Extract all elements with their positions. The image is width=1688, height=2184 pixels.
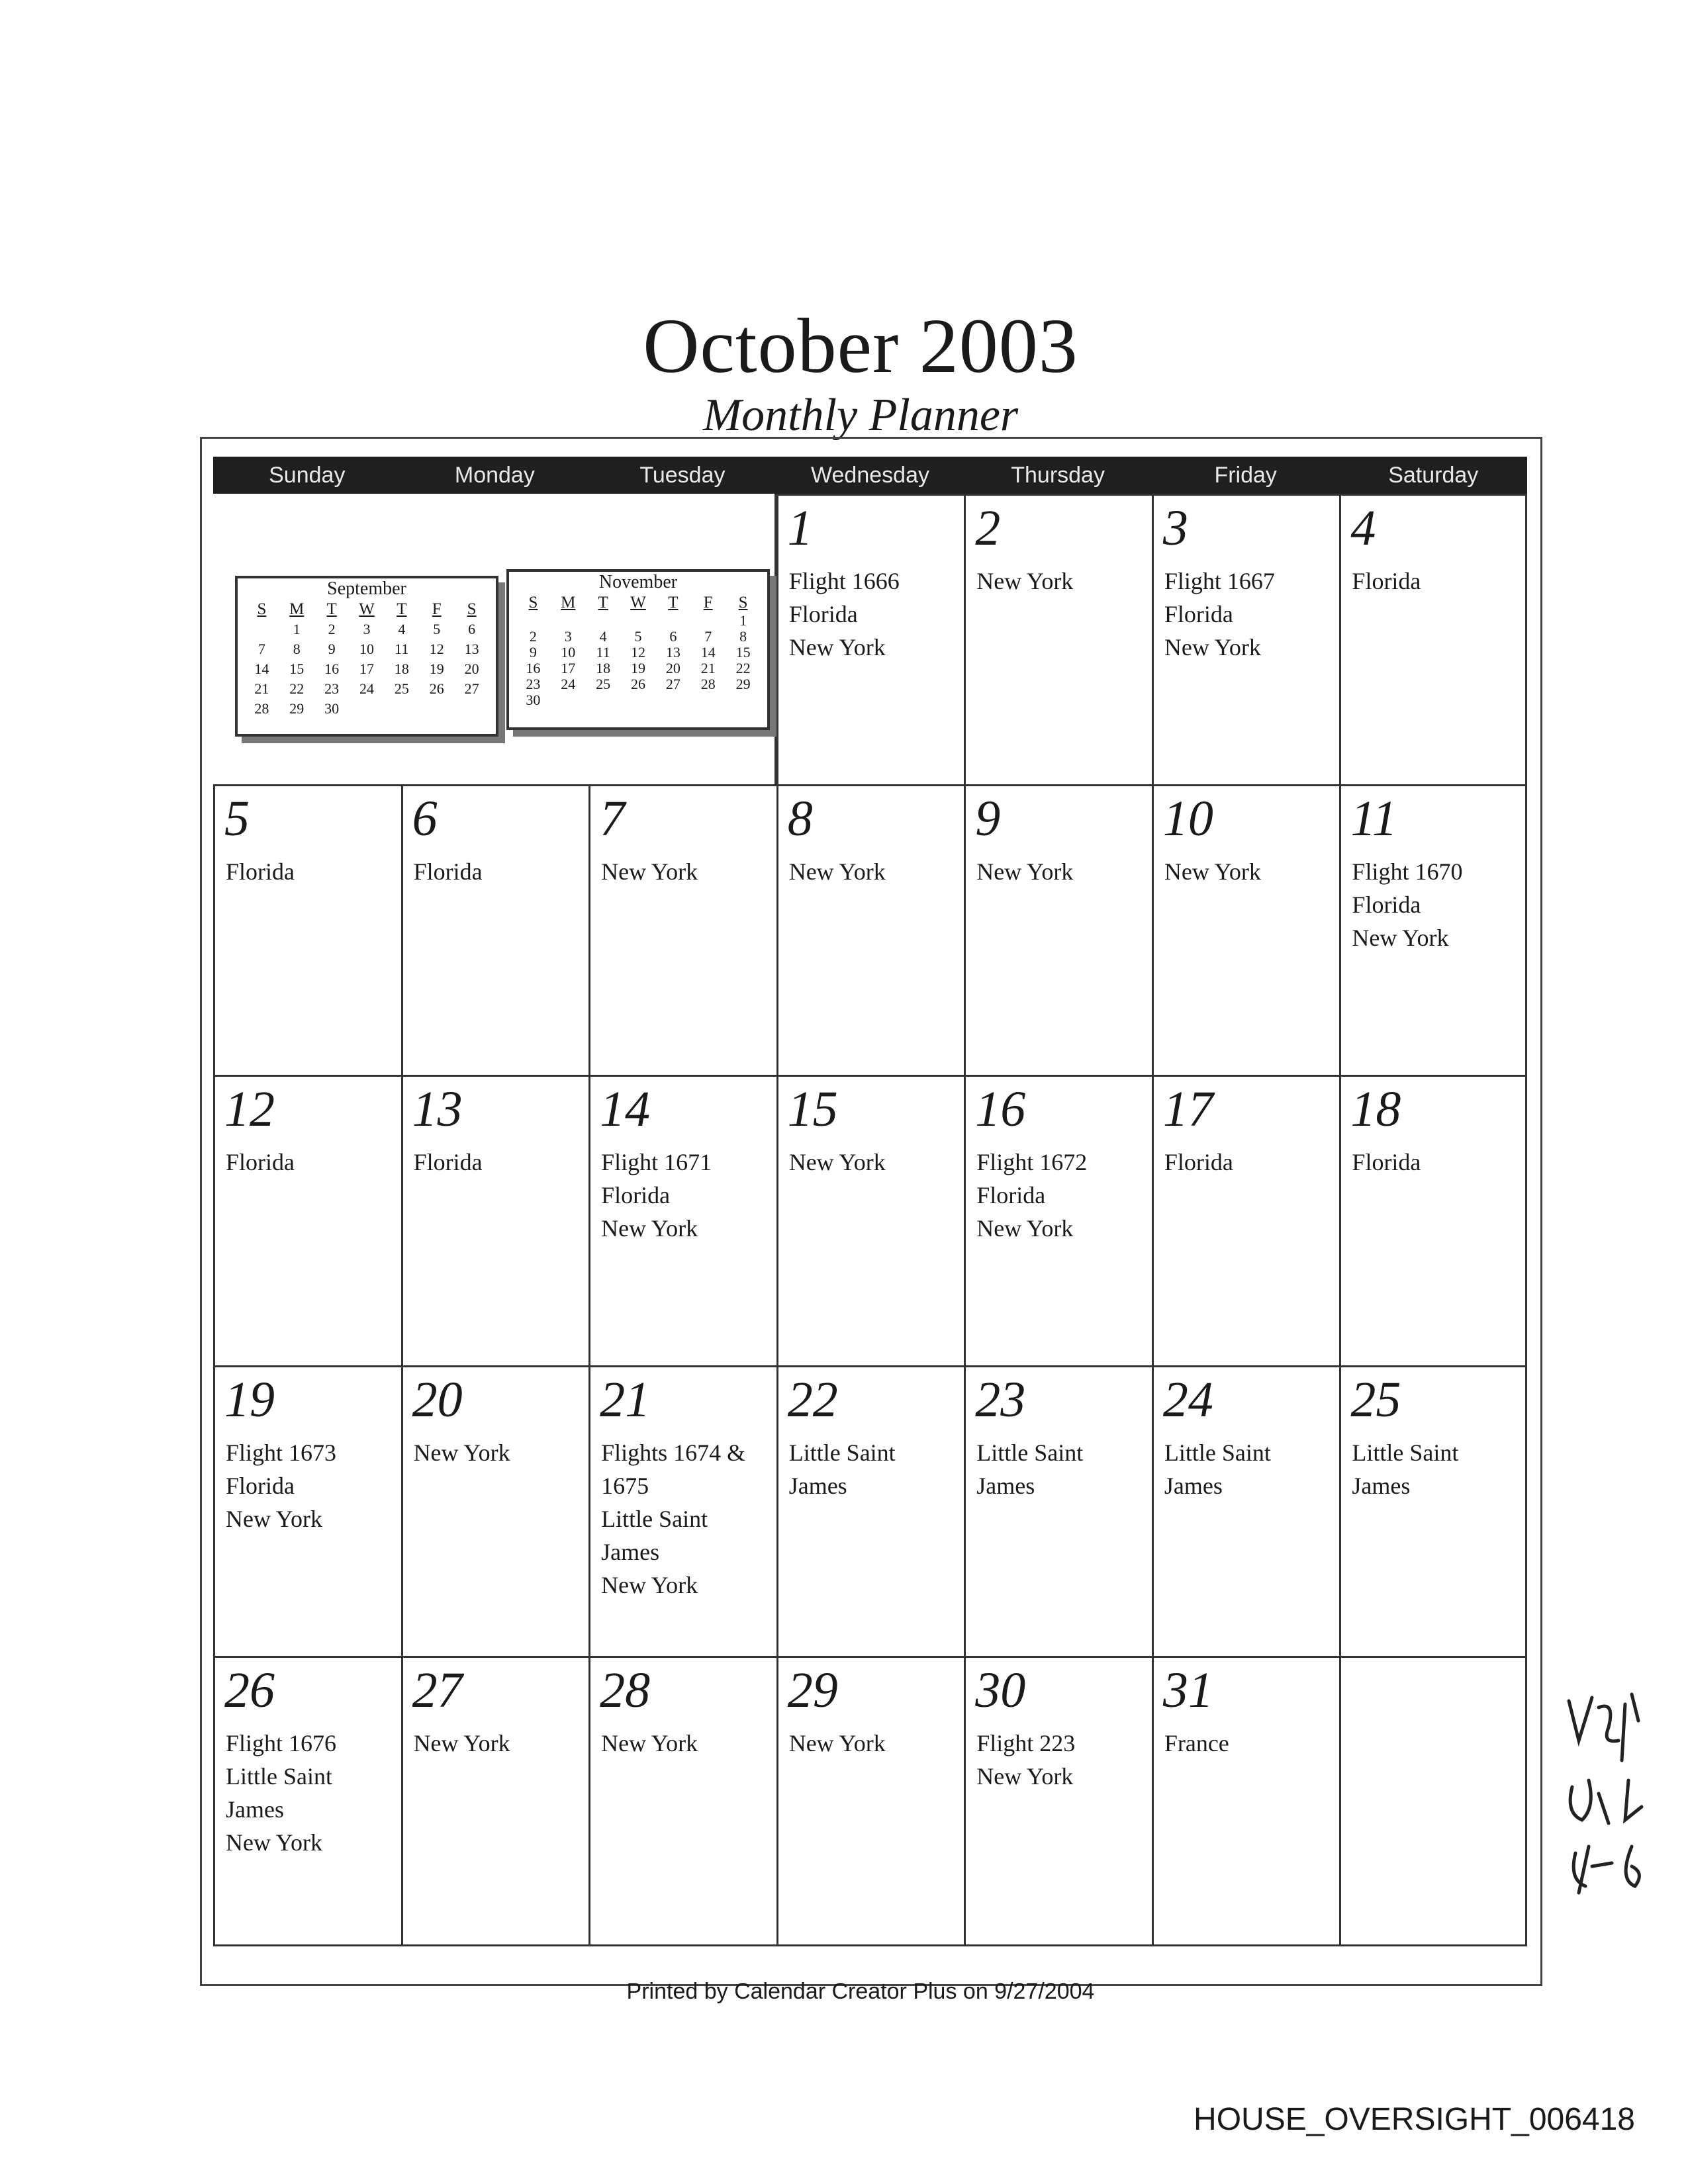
day-note: Florida — [788, 601, 858, 627]
day-notes — [789, 565, 959, 664]
mini-date: 12 — [429, 641, 444, 657]
day-note: Florida — [1164, 601, 1233, 627]
mini-date: 21 — [254, 680, 269, 697]
day-notes — [414, 855, 584, 888]
day-cell — [588, 1075, 776, 1365]
mini-date: 23 — [324, 680, 340, 697]
mini-date: 18 — [596, 660, 611, 676]
day-note: Little Saint James — [1352, 1439, 1459, 1499]
day-note: Florida — [1352, 1149, 1421, 1175]
day-number: 7 — [600, 791, 626, 846]
day-number: 4 — [1350, 500, 1376, 556]
day-number: 24 — [1162, 1372, 1213, 1428]
mini-date: 10 — [359, 641, 374, 657]
day-cell — [1152, 784, 1340, 1075]
mini-date: 20 — [665, 660, 680, 676]
day-note: New York — [413, 1730, 510, 1756]
day-notes — [601, 855, 771, 888]
mini-calendar-september — [235, 576, 498, 737]
mini-date: 13 — [464, 641, 479, 657]
page-subtitle: Monthly Planner — [702, 390, 1019, 441]
day-number: 25 — [1350, 1372, 1401, 1428]
mini-weekday: F — [703, 594, 713, 612]
empty-cell — [1339, 1656, 1527, 1946]
day-note: New York — [601, 1730, 698, 1756]
weekday-wednesday: Wednesday — [811, 463, 929, 488]
mini-date: 18 — [394, 660, 409, 677]
day-note: Flight 1672 — [976, 1149, 1088, 1175]
day-cell — [401, 1656, 589, 1946]
mini-date: 15 — [289, 660, 305, 677]
day-number: 26 — [224, 1662, 275, 1718]
mini-date — [621, 692, 656, 708]
weekday-thursday: Thursday — [1011, 463, 1105, 488]
mini-date: 19 — [631, 660, 645, 676]
mini-calendar-november — [506, 569, 770, 730]
day-note: New York — [788, 1730, 886, 1756]
mini-date: 29 — [735, 676, 751, 692]
day-notes — [1164, 1146, 1335, 1179]
mini-date — [655, 692, 690, 708]
mini-weekday: T — [326, 600, 337, 618]
day-note: New York — [788, 1149, 886, 1175]
mini-date: 5 — [433, 621, 441, 637]
mini-date: 1 — [739, 612, 747, 629]
day-number: 6 — [412, 791, 438, 846]
mini-date: 25 — [394, 680, 409, 697]
day-notes — [1352, 1436, 1520, 1502]
day-note: New York — [976, 1215, 1074, 1242]
day-note: Flights 1674 & 1675 — [601, 1439, 746, 1499]
day-notes — [226, 1436, 396, 1535]
day-notes — [1164, 565, 1335, 664]
day-note: Little Saint James — [226, 1763, 332, 1823]
day-cell — [213, 1656, 401, 1946]
day-note: Florida — [413, 858, 483, 885]
day-number: 5 — [224, 791, 250, 846]
mini-weekday: S — [467, 600, 477, 618]
day-cell — [1152, 1365, 1340, 1656]
mini-date: 13 — [665, 644, 680, 660]
mini-calendar-title: September — [327, 578, 406, 599]
day-note: New York — [1164, 858, 1261, 885]
day-note: New York — [976, 568, 1074, 594]
mini-date: 17 — [359, 660, 374, 677]
day-notes — [976, 1436, 1147, 1502]
mini-calendar-week — [509, 692, 767, 708]
day-notes — [976, 1146, 1147, 1245]
mini-date: 21 — [700, 660, 716, 676]
day-number: 29 — [787, 1662, 838, 1718]
day-notes — [789, 855, 959, 888]
day-number: 8 — [787, 791, 813, 846]
day-note: Flight 1667 — [1164, 568, 1275, 594]
day-notes — [789, 1146, 959, 1179]
mini-date: 15 — [735, 644, 751, 660]
day-cell — [401, 1075, 589, 1365]
day-cell — [1152, 1075, 1340, 1365]
day-note: New York — [226, 1829, 323, 1856]
mini-weekday: S — [528, 594, 538, 612]
page-title: October 2003 — [643, 302, 1078, 389]
day-number: 27 — [412, 1662, 463, 1718]
day-note: Flight 223 — [976, 1730, 1076, 1756]
mini-date — [586, 613, 621, 629]
day-notes — [601, 1727, 771, 1760]
day-note: New York — [976, 1763, 1074, 1790]
mini-date: 9 — [328, 641, 336, 657]
day-note: New York — [601, 1572, 698, 1598]
day-note: Flight 1670 — [1352, 858, 1463, 885]
day-cell — [964, 1656, 1152, 1946]
mini-date: 9 — [529, 644, 537, 660]
day-number: 17 — [1162, 1081, 1213, 1137]
mini-date — [551, 613, 586, 629]
mini-date: 26 — [631, 676, 645, 692]
day-cell — [1152, 1656, 1340, 1946]
mini-date: 26 — [429, 680, 444, 697]
day-note: Florida — [1352, 891, 1421, 918]
day-note: Flight 1666 — [788, 568, 900, 594]
mini-date — [621, 613, 656, 629]
day-number: 19 — [224, 1372, 275, 1428]
mini-date: 20 — [464, 660, 479, 677]
day-notes — [1352, 855, 1520, 954]
day-note: Little Saint James — [601, 1506, 708, 1565]
mini-date: 2 — [529, 628, 537, 645]
mini-date — [690, 692, 726, 708]
mini-calendar-title: November — [598, 572, 678, 592]
document-id: HOUSE_OVERSIGHT_006418 — [1194, 2102, 1635, 2137]
mini-date: 3 — [363, 621, 371, 637]
mini-calendar-week — [509, 660, 767, 676]
day-cell — [776, 1656, 964, 1946]
mini-date: 14 — [254, 660, 269, 677]
mini-weekday: M — [289, 600, 305, 618]
mini-date: 7 — [258, 641, 265, 657]
mini-date — [419, 699, 454, 719]
mini-calendar-week — [509, 613, 767, 629]
day-notes — [976, 565, 1147, 598]
day-notes — [601, 1146, 771, 1245]
day-number: 11 — [1350, 791, 1397, 846]
mini-date: 8 — [293, 641, 301, 657]
weekday-friday: Friday — [1214, 463, 1277, 488]
mini-calendar-week — [509, 629, 767, 645]
day-notes — [414, 1727, 584, 1760]
mini-weekday: F — [432, 600, 442, 618]
mini-date — [586, 692, 621, 708]
mini-calendar-week — [238, 619, 496, 639]
day-cell — [213, 1365, 401, 1656]
day-note: New York — [601, 1215, 698, 1242]
day-note: New York — [788, 634, 886, 660]
day-notes — [1352, 1146, 1520, 1179]
day-number: 30 — [975, 1662, 1026, 1718]
mini-date: 17 — [561, 660, 576, 676]
day-cell — [964, 784, 1152, 1075]
mini-date: 7 — [704, 628, 712, 645]
day-note: New York — [413, 1439, 510, 1466]
mini-date: 14 — [700, 644, 716, 660]
mini-date: 12 — [631, 644, 645, 660]
mini-calendar-week — [509, 645, 767, 660]
day-number: 9 — [975, 791, 1001, 846]
mini-date: 30 — [526, 692, 541, 708]
day-number: 18 — [1350, 1081, 1401, 1137]
day-note: Flight 1671 — [601, 1149, 712, 1175]
weekday-header — [213, 457, 1527, 494]
day-cell — [1339, 1075, 1527, 1365]
mini-date: 6 — [669, 628, 677, 645]
mini-weekday: T — [598, 594, 608, 612]
mini-date: 27 — [464, 680, 479, 697]
day-note: New York — [226, 1506, 323, 1532]
day-notes — [414, 1146, 584, 1179]
mini-weekday: W — [359, 600, 375, 618]
mini-weekday: T — [668, 594, 679, 612]
mini-date — [244, 619, 279, 639]
day-note: New York — [601, 858, 698, 885]
weekday-monday: Monday — [454, 463, 535, 488]
day-notes — [976, 855, 1147, 888]
day-cell — [964, 1365, 1152, 1656]
day-notes — [226, 1146, 396, 1179]
mini-date: 4 — [599, 628, 607, 645]
day-note: Flight 1673 — [226, 1439, 337, 1466]
mini-date: 23 — [526, 676, 541, 692]
print-footer: Printed by Calendar Creator Plus on 9/27/2004 — [626, 1979, 1095, 2004]
day-note: New York — [1164, 634, 1261, 660]
mini-date: 28 — [254, 700, 269, 717]
day-number: 1 — [787, 500, 813, 556]
mini-date: 2 — [328, 621, 336, 637]
mini-date: 22 — [735, 660, 751, 676]
mini-weekday: M — [561, 594, 576, 612]
day-cell — [401, 784, 589, 1075]
mini-date: 3 — [564, 628, 572, 645]
day-note: Florida — [413, 1149, 483, 1175]
day-notes — [1164, 1436, 1335, 1502]
day-notes — [976, 1727, 1147, 1793]
mini-date: 25 — [596, 676, 611, 692]
mini-date — [516, 613, 551, 629]
mini-date: 16 — [526, 660, 541, 676]
mini-date: 1 — [293, 621, 301, 637]
day-note: Flight 1676 — [226, 1730, 337, 1756]
day-note: Little Saint James — [976, 1439, 1084, 1499]
mini-calendar-week — [238, 679, 496, 699]
day-cell — [588, 1656, 776, 1946]
day-note: New York — [1352, 925, 1449, 951]
day-number: 16 — [975, 1081, 1026, 1137]
mini-date: 19 — [429, 660, 444, 677]
mini-date — [350, 699, 385, 719]
day-cell — [776, 1075, 964, 1365]
mini-date: 29 — [289, 700, 305, 717]
day-note: Florida — [226, 1149, 295, 1175]
weekday-saturday: Saturday — [1388, 463, 1479, 488]
mini-calendar-header — [509, 593, 767, 613]
day-cell — [964, 494, 1152, 784]
handwritten-margin-note — [1562, 1681, 1662, 1899]
day-number: 20 — [412, 1372, 463, 1428]
mini-date: 16 — [324, 660, 340, 677]
day-number: 21 — [600, 1372, 651, 1428]
day-note: New York — [788, 858, 886, 885]
mini-date: 22 — [289, 680, 305, 697]
day-notes — [226, 855, 396, 888]
day-notes — [1164, 1727, 1335, 1760]
day-number: 3 — [1162, 500, 1188, 556]
mini-date: 5 — [634, 628, 642, 645]
day-notes — [789, 1436, 959, 1502]
day-note: Little Saint James — [788, 1439, 896, 1499]
day-cell — [588, 784, 776, 1075]
mini-date: 27 — [665, 676, 680, 692]
day-number: 15 — [787, 1081, 838, 1137]
day-cell — [776, 1365, 964, 1656]
day-notes — [1352, 565, 1520, 598]
mini-weekday: T — [397, 600, 407, 618]
day-note: Florida — [601, 1182, 671, 1208]
day-number: 31 — [1162, 1662, 1213, 1718]
mini-date — [726, 692, 761, 708]
day-cell — [401, 1365, 589, 1656]
day-cell — [588, 1365, 776, 1656]
mini-calendar-header — [238, 600, 496, 619]
mini-date — [384, 699, 419, 719]
day-number: 22 — [787, 1372, 838, 1428]
mini-date: 4 — [398, 621, 406, 637]
day-cell — [1339, 1365, 1527, 1656]
mini-date: 11 — [395, 641, 409, 657]
day-number: 23 — [975, 1372, 1026, 1428]
mini-weekday: S — [257, 600, 267, 618]
mini-date: 24 — [359, 680, 374, 697]
day-cell — [1152, 494, 1340, 784]
day-number: 28 — [600, 1662, 651, 1718]
day-notes — [226, 1727, 396, 1859]
day-notes — [1164, 855, 1335, 888]
day-notes — [601, 1436, 771, 1602]
day-note: Florida — [976, 1182, 1046, 1208]
day-notes — [789, 1727, 959, 1760]
mini-date: 8 — [739, 628, 747, 645]
mini-date: 10 — [561, 644, 576, 660]
weekday-tuesday: Tuesday — [639, 463, 726, 488]
day-cell — [964, 1075, 1152, 1365]
day-note: Little Saint James — [1164, 1439, 1271, 1499]
day-note: Florida — [1352, 568, 1421, 594]
day-number: 10 — [1162, 791, 1213, 846]
day-cell — [1339, 494, 1527, 784]
day-note: Florida — [1164, 1149, 1233, 1175]
mini-weekday: W — [630, 594, 646, 612]
day-number: 13 — [412, 1081, 463, 1137]
mini-date: 6 — [468, 621, 476, 637]
day-notes — [414, 1436, 584, 1469]
mini-calendar-week — [238, 639, 496, 659]
mini-date: 28 — [700, 676, 716, 692]
mini-date: 24 — [561, 676, 576, 692]
mini-weekday: S — [738, 594, 748, 612]
day-note: New York — [976, 858, 1074, 885]
day-cell — [776, 784, 964, 1075]
weekday-sunday: Sunday — [269, 463, 346, 488]
day-cell — [1339, 784, 1527, 1075]
mini-date: 11 — [596, 644, 610, 660]
day-cell — [776, 494, 964, 784]
mini-date: 30 — [324, 700, 340, 717]
mini-calendar-week — [238, 659, 496, 679]
day-number: 12 — [224, 1081, 275, 1137]
mini-date — [690, 613, 726, 629]
day-cell — [213, 784, 401, 1075]
day-number: 14 — [600, 1081, 651, 1137]
mini-calendar-week — [238, 699, 496, 719]
mini-date — [454, 699, 489, 719]
day-note: Florida — [226, 1473, 295, 1499]
day-note: France — [1164, 1730, 1229, 1756]
day-note: Florida — [226, 858, 295, 885]
mini-date — [551, 692, 586, 708]
mini-date — [655, 613, 690, 629]
mini-calendar-week — [509, 676, 767, 692]
day-cell — [213, 1075, 401, 1365]
day-number: 2 — [975, 500, 1001, 556]
